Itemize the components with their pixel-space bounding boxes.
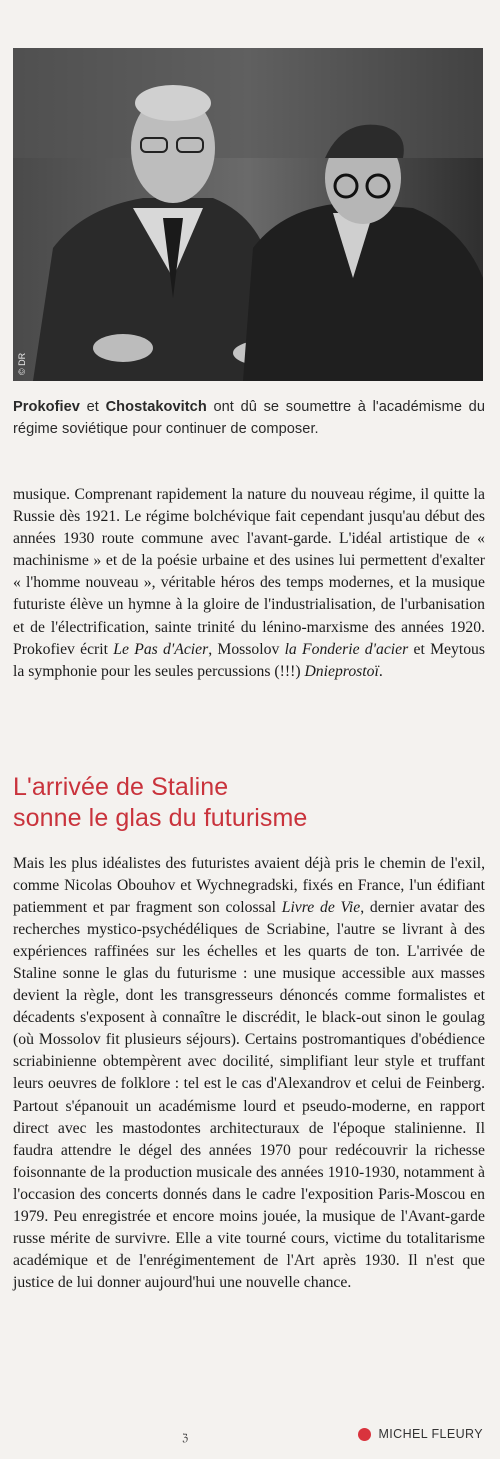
text-run: . [378, 662, 383, 680]
article-body-main [13, 853, 485, 1294]
historical-photo [13, 48, 483, 381]
article-body-intro [13, 484, 485, 683]
bullet-dot-icon [358, 1428, 371, 1441]
text-run: , Mossolov [208, 640, 285, 658]
work-title: Livre de Vie [281, 899, 361, 917]
text-run: musique. Comprenant rapidement la nature du nouveau régime, il quitte la Russie dès 1921. Le régime bolchévique fait cependant jusqu'au début des années 1930 route commune avec l'avant-garde. L'idéal artistique de « machinisme » et de la poésie urbaine et des usines lui permettent d'exalter « l'homme nouveau », véritable héros des temps modernes, et la musique futuriste élève un hymne à la gloire de l'industrialisation, de l'urbanisation et de l'électrification, sainte trinité du lénino-marxisme des années 1920. Prokofiev écrit [13, 486, 485, 658]
caption-name-prokofiev: Prokofiev [13, 399, 80, 415]
heading-line-1: L'arrivée de Staline [13, 773, 229, 801]
photo-caption [13, 396, 485, 440]
text-run: Mais les plus idéalistes des futuristes avaient déjà pris le chemin de l'exil, comme Nicolas Obouhov et Wychnegradski, fixés en France, l'un édifiant patiemment et par fragment son colossal [13, 855, 485, 917]
author-name: MICHEL FLEURY [378, 1427, 483, 1441]
paragraph [13, 853, 485, 1294]
work-title: Dnieprostoï [304, 662, 379, 680]
author-signature [358, 1425, 483, 1443]
caption-text: ont dû se soumettre à l'académisme du régime soviétique pour continuer de composer. [13, 399, 485, 437]
text-run: , dernier avatar des recherches mystico-psychédéliques de Scriabine, l'autre se livrant à des expériences raffinées sur les échelles et les quarts de ton. L'arrivée de Staline sonne le glas du futurisme : une musique accessible aux masses devient la règle, dont les transgresseurs dénoncés comme formalistes et décadents s'exposent à connaître le discrédit, le black-out sinon le goulag (où Mossolov fit plusieurs séjours). Certains postromantiques d'obédience scriabinienne obtempèrent avec docilité, simplifiant leur style et truffant leurs oeuvres de folklore : tel est le cas d'Alexandrov et celui de Feinberg. Partout s'épanouit un académisme lourd et pseudo-moderne, en rapport direct avec les mastodontes architecturaux de l'époque stalinienne. Il faudra attendre le dégel des années 1970 pour redécouvrir la richesse foisonnante de la production musicale des années 1910-1930, notamment à l'occasion des concerts donnés dans le cadre l'exposition Paris-Moscou en 1979. Peu enregistrée et encore moins jouée, la musique de l'Avant-garde russe mérite de survivre. Elle a vite tourné cours, victime du totalitarisme académique et de l'enrégimentement de l'Art après 1930. Il n'est que justice de lui donner aujourd'hui une nouvelle chance. [13, 899, 485, 1291]
photo-credit: © DR [17, 352, 27, 375]
work-title: la Fonderie d'acier [284, 640, 409, 658]
caption-name-chostakovitch: Chostakovitch [105, 399, 207, 415]
text-run: et Meytous la symphonie pour les seules percussions (!!!) [13, 640, 485, 680]
paragraph [13, 484, 485, 683]
photo-illustration [13, 48, 483, 381]
caption-connector: et [79, 399, 106, 415]
section-heading [13, 772, 485, 833]
page-mark: ℨ [182, 1433, 189, 1444]
heading-line-2: sonne le glas du futurisme [13, 803, 308, 832]
work-title: Le Pas d'Acier [113, 640, 209, 658]
